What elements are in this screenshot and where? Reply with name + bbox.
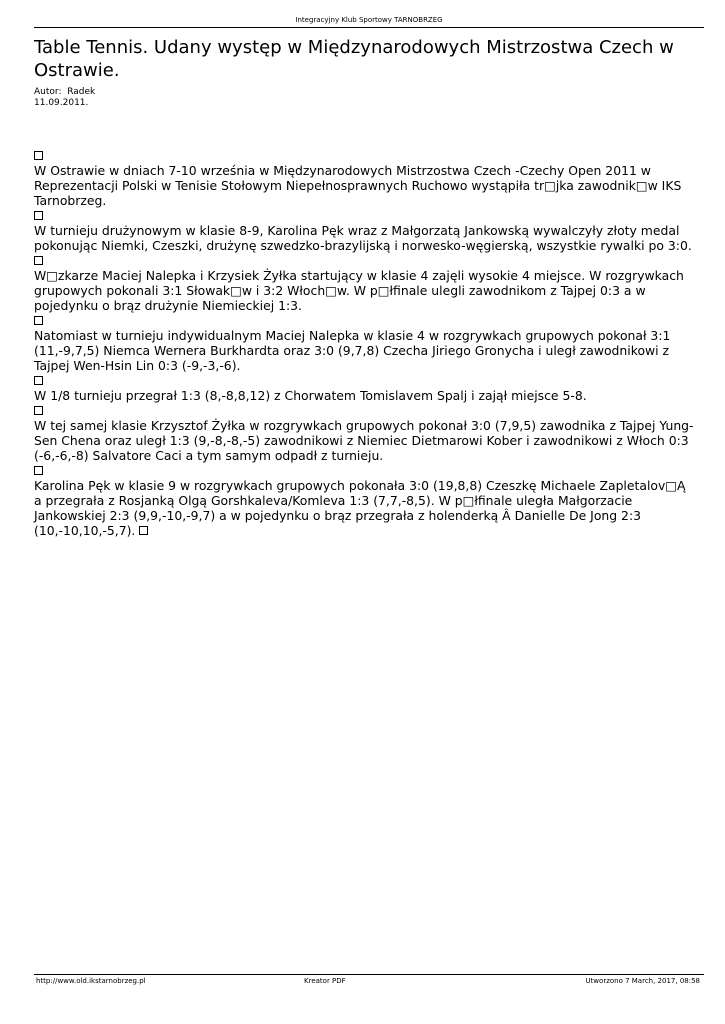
placeholder-glyph-row: [34, 313, 694, 328]
missing-glyph-icon: [34, 151, 43, 160]
paragraph-1: W Ostrawie w dniach 7-10 września w Międzynarodowych Mistrzostwa Czech -Czechy Open 2011 w Reprezentacji Polski w Tenisie Stołowym Niepełnosprawnych Ruchowo wystąpiła tr□jka zawodnik□w IKS Tarnobrzeg.: [34, 163, 682, 208]
paragraph-7-text: Karolina Pęk w klasie 9 w rozgrywkach grupowych pokonała 3:0 (19,8,8) Czeszkę Michaele Zapletalov□Ą a przegrała z Rosjanką Olgą Gorshkaleva/Komleva 1:3 (7,7,-8,5). W p□łfinale uległa Małgorzacie Jankowskiej 2:3 (9,9,-10,-9,7) a w pojedynku o brąz przegrała z holenderką Â Danielle De Jong 2:3 (10,-10,10,-5,7).: [34, 478, 686, 538]
paragraph-6: W tej samej klasie Krzysztof Żyłka w rozgrywkach grupowych pokonał 3:0 (7,9,5) zawodnika z Tajpej Yung-Sen Chena oraz uległ 1:3 (9,-8,-8,-5) zawodnikowi z Niemiec Dietmarowi Kober i zawodnikowi z Włoch 0:3 (-6,-6,-8) Salvatore Caci a tym samym odpadł z turnieju.: [34, 418, 694, 463]
paragraph-5: W 1/8 turnieju przegrał 1:3 (8,-8,8,12) z Chorwatem Tomislavem Spalj i zajął miejsce 5-8.: [34, 388, 587, 403]
placeholder-glyph-row: [34, 253, 694, 268]
header-divider: [34, 27, 704, 28]
placeholder-glyph-row: [34, 403, 694, 418]
site-name: Integracyjny Klub Sportowy TARNOBRZEG: [295, 16, 443, 24]
paragraph-3: W□zkarze Maciej Nalepka i Krzysiek Żyłka startujący w klasie 4 zajęli wysokie 4 miejsce. W rozgrywkach grupowych pokonali 3:1 Słowak□w i 3:2 Włoch□w. W p□łfinale ulegli zawodnikom z Tajpej 0:3 a w pojedynku o brąz drużynie Niemieckiej 1:3.: [34, 268, 684, 313]
footer-url: http://www.old.ikstarnobrzeg.pl: [36, 977, 146, 985]
author-label: Autor:: [34, 87, 62, 97]
article-title: Table Tennis. Udany występ w Międzynarodowych Mistrzostwa Czech w Ostrawie.: [34, 37, 674, 81]
paragraph-4: Natomiast w turnieju indywidualnym Maciej Nalepka w klasie 4 w rozgrywkach grupowych pokonał 3:1 (11,-9,7,5) Niemca Wernera Burkhardta oraz 3:0 (9,7,8) Czecha Jiriego Gronycha i uległ zawodnikowi z Tajpej Wen-Hsin Lin 0:3 (-9,-3,-6).: [34, 328, 671, 373]
paragraph-2: W turnieju drużynowym w klasie 8-9, Karolina Pęk wraz z Małgorzatą Jankowską wywalczyły złoty medal pokonując Niemki, Czeszki, drużynę szwedzko-brazylijską i norwesko-węgierską, wszystkie rywalki po 3:0.: [34, 223, 692, 253]
footer-created: Utworzono 7 March, 2017, 08:58: [585, 977, 700, 985]
placeholder-glyph-row: [34, 463, 694, 478]
article-body: [34, 148, 694, 538]
missing-glyph-icon: [34, 376, 43, 385]
placeholder-glyph-row: [34, 208, 694, 223]
article-meta: [34, 87, 95, 109]
footer-divider: [34, 974, 704, 975]
author-row: [34, 87, 95, 98]
placeholder-glyph-row: [34, 148, 694, 163]
missing-glyph-icon: [34, 256, 43, 265]
missing-glyph-icon: [34, 316, 43, 325]
missing-glyph-icon: [34, 466, 43, 475]
missing-glyph-icon: [139, 526, 148, 535]
page-header: [34, 16, 704, 25]
missing-glyph-icon: [34, 211, 43, 220]
placeholder-glyph-row: [34, 373, 694, 388]
author-name: Radek: [67, 87, 96, 97]
footer-generator: Kreator PDF: [304, 977, 346, 985]
paragraph-7: [34, 478, 694, 538]
article-date: 11.09.2011.: [34, 98, 89, 108]
missing-glyph-icon: [34, 406, 43, 415]
